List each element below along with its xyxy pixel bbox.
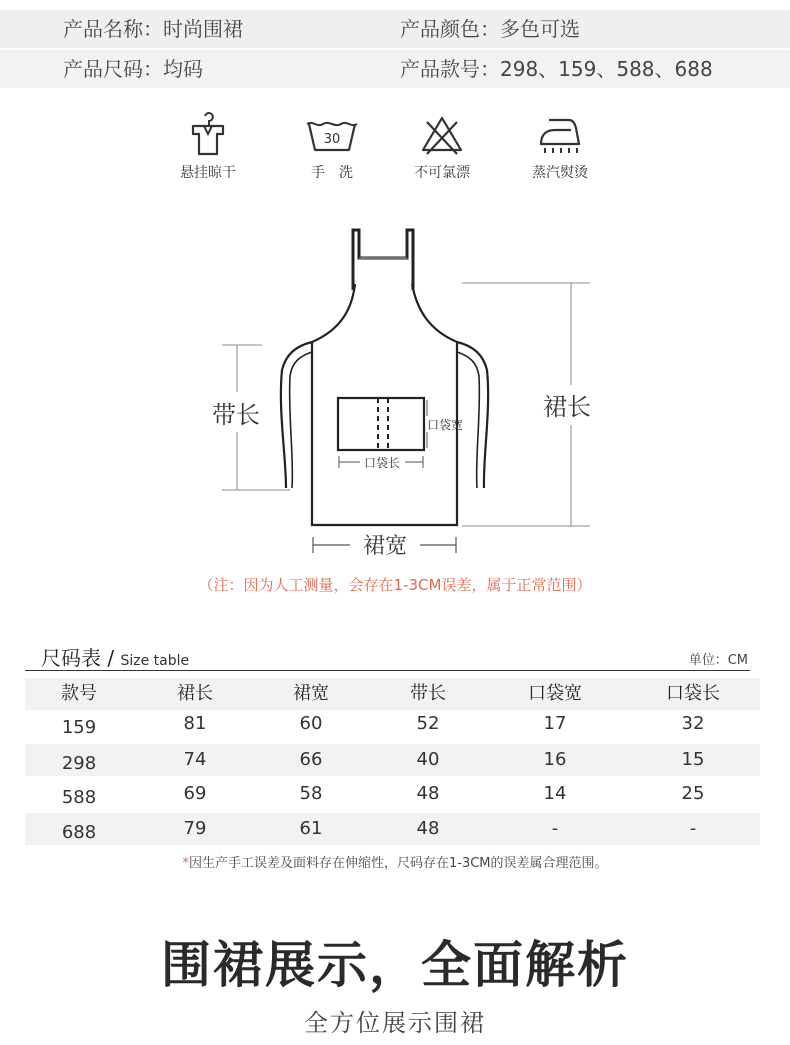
apron-body — [312, 284, 457, 525]
info-row-1 — [0, 10, 790, 48]
care-label: 手 洗 — [311, 165, 353, 181]
table-row — [25, 778, 760, 810]
table-cell: 66 — [299, 749, 323, 770]
size-table-title: 尺码表 / Size table — [41, 646, 190, 670]
pocket-length-label: 口袋长 — [363, 456, 401, 470]
care-label: 蒸汽熨烫 — [532, 165, 588, 181]
table-cell: 688 — [61, 822, 97, 843]
table-row — [25, 744, 760, 776]
care-hand-wash — [277, 112, 387, 192]
product-name: 产品名称：时尚围裙 — [63, 17, 243, 41]
table-cell: 48 — [416, 783, 440, 804]
pocket — [338, 398, 424, 450]
showcase-subtitle: 全方位展示围裙 — [304, 1009, 486, 1037]
info-row-2 — [0, 50, 790, 88]
measurement-note: （注：因为人工测量，会存在1-3CM误差，属于正常范围） — [198, 576, 592, 594]
table-header-cell: 裙宽 — [293, 683, 329, 704]
left-tie-inner — [290, 352, 312, 488]
table-cell: 60 — [299, 713, 323, 734]
table-header-cell: 裙长 — [177, 683, 213, 704]
no-bleach-icon — [419, 112, 465, 158]
pocket-width-label: 口袋宽 — [427, 418, 464, 432]
table-header-row — [25, 678, 760, 710]
apron-diagram — [0, 220, 790, 570]
strap-length-label: 带长 — [212, 401, 260, 429]
neck-strap — [353, 230, 413, 290]
table-cell: - — [689, 818, 697, 839]
hang-dry-icon — [185, 112, 231, 158]
table-row — [25, 708, 760, 740]
size-footnote: *因生产手工误差及面料存在伸缩性，尺码存在1-3CM的误差属合理范围。 — [182, 856, 608, 871]
table-cell: 298 — [61, 753, 97, 774]
table-cell: 69 — [183, 783, 207, 804]
table-cell: - — [551, 818, 559, 839]
right-tie — [457, 342, 488, 488]
product-color: 产品颜色：多色可选 — [400, 17, 580, 41]
care-no-bleach — [387, 112, 497, 192]
size-table-header — [25, 640, 750, 671]
showcase-title: 围裙展示，全面解析 — [161, 936, 629, 994]
table-cell: 48 — [416, 818, 440, 839]
table-cell: 74 — [183, 749, 207, 770]
table-cell: 16 — [543, 749, 567, 770]
care-label: 不可氯漂 — [414, 165, 470, 181]
care-label: 悬挂晾干 — [180, 165, 236, 181]
care-hang-dry — [153, 112, 263, 192]
table-header-cell: 口袋宽 — [528, 683, 582, 704]
table-cell: 32 — [681, 713, 705, 734]
table-header-cell: 款号 — [61, 683, 97, 704]
table-cell: 159 — [61, 717, 97, 738]
product-size: 产品尺码：均码 — [63, 57, 203, 81]
table-cell: 14 — [543, 783, 567, 804]
table-cell: 52 — [416, 713, 440, 734]
product-model: 产品款号：298、159、588、688 — [400, 57, 713, 81]
apron-length-label: 裙长 — [543, 393, 591, 421]
table-cell: 61 — [299, 818, 323, 839]
table-cell: 15 — [681, 749, 705, 770]
table-row — [25, 813, 760, 845]
table-cell: 81 — [183, 713, 207, 734]
apron-width-label: 裙宽 — [362, 534, 408, 559]
table-cell: 58 — [299, 783, 323, 804]
size-table-unit: 单位：CM — [688, 653, 748, 668]
table-cell: 588 — [61, 787, 97, 808]
hand-wash-icon — [303, 112, 361, 158]
wash-temp: 30 — [323, 132, 341, 147]
steam-iron-icon — [535, 112, 585, 158]
table-cell: 25 — [681, 783, 705, 804]
table-cell: 17 — [543, 713, 567, 734]
care-steam-iron — [505, 112, 615, 192]
table-cell: 79 — [183, 818, 207, 839]
left-tie — [281, 342, 312, 488]
table-header-cell: 口袋长 — [666, 683, 720, 704]
table-cell: 40 — [416, 749, 440, 770]
table-header-cell: 带长 — [410, 683, 446, 704]
